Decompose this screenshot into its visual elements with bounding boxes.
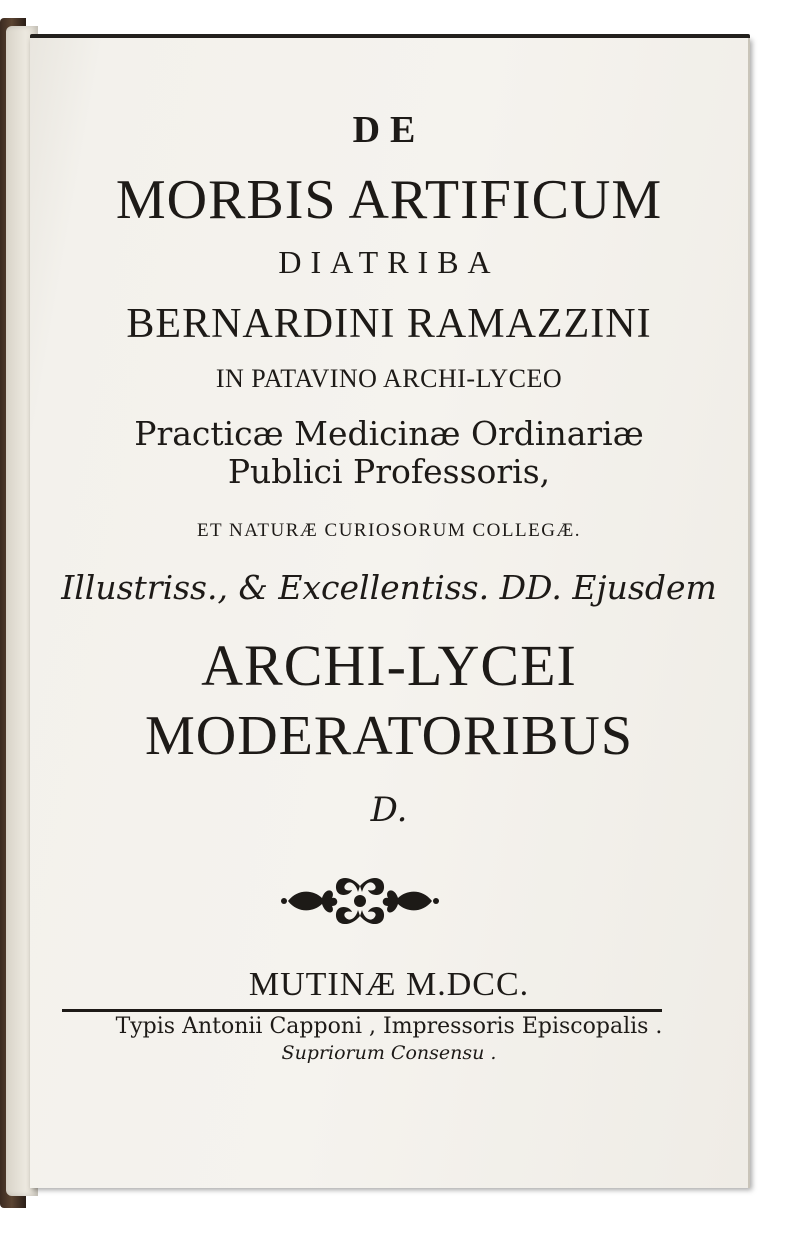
- imprint-permission: Supriorum Consensu .: [281, 1042, 497, 1064]
- author-society: ET NATURÆ CURIOSORUM COLLEGÆ.: [196, 520, 582, 541]
- imprint-rule: [62, 1009, 662, 1012]
- printers-ornament-icon: [280, 866, 440, 936]
- imprint-printer: Typis Antonii Capponi , Impressoris Episcopalis .: [115, 1014, 663, 1039]
- imprint-place-date: MUTINÆ M.DCC.: [248, 966, 530, 1003]
- author-name: BERNARDINI RAMAZZINI: [126, 301, 652, 347]
- dedication-line: Illustriss., & Excellentiss. DD. Ejusdem: [61, 568, 717, 607]
- title-line-diatriba: DIATRIBA: [278, 244, 500, 280]
- author-position-line-2: Publici Professoris,: [227, 452, 551, 491]
- title-line-de: DE: [352, 109, 426, 151]
- author-affiliation: IN PATAVINO ARCHI-LYCEO: [215, 364, 563, 393]
- author-position-line-1: Practicæ Medicinæ Ordinariæ: [134, 414, 644, 453]
- dedication-archi-lycei: ARCHI-LYCEI: [201, 633, 577, 698]
- dedication-moderatoribus: MODERATORIBUS: [144, 705, 634, 767]
- dedication-d: D.: [370, 790, 408, 830]
- title-line-morbis-artificum: MORBIS ARTIFICUM: [115, 169, 663, 231]
